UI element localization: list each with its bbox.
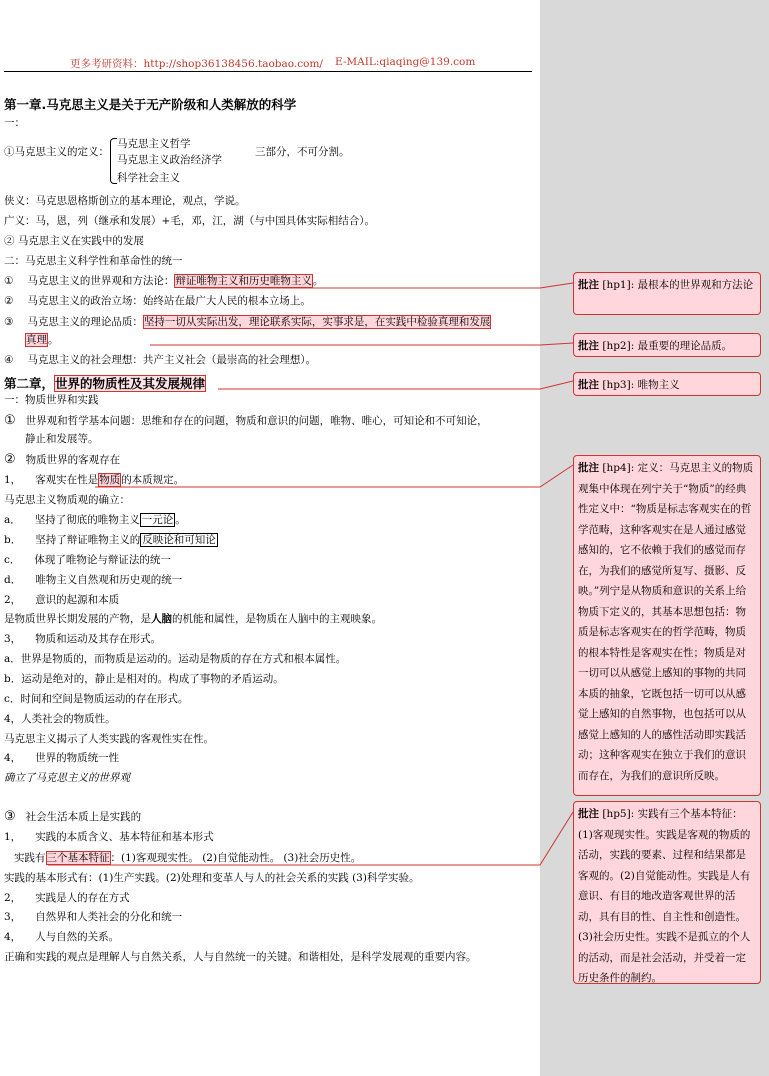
- point-3-cont: 真理。: [26, 334, 59, 346]
- def-item-1: 马克思主义哲学: [117, 138, 191, 150]
- c1-line: ① 世界观和哲学基本问题：思维和存在的问题，物质和意识的问题，唯物、唯心，可知论和不可知论，: [4, 413, 488, 428]
- motion-c: c．时间和空间是物质运动的存在形式。: [4, 693, 189, 705]
- point-1: ① 马克思主义的世界观和方法论：辩证唯物主义和历史唯物主义。: [4, 275, 324, 287]
- def-item-2: 马克思主义政治经济学: [117, 154, 222, 166]
- n4b-line: 4， 世界的物质统一性: [4, 752, 120, 764]
- comment-hp2[interactable]: 批注 [hp2]: 最重要的理论品质。: [573, 333, 761, 357]
- q1-line: 1， 实践的本质含义、基本特征和基本形式: [4, 831, 214, 843]
- n2-desc: 是物质世界长期发展的产物，是人脑的机能和属性，是物质在人脑中的主观映象。: [4, 613, 382, 625]
- item-d: d． 唯物主义自然观和历史观的统一: [4, 574, 183, 586]
- highlight-hp2[interactable]: 坚持一切从实际出发，理论联系实际，实事求是，在实践中检验真理和发展: [143, 316, 491, 328]
- header-url[interactable]: http://shop36138456.taobao.com/: [143, 58, 323, 70]
- narrow-def: 侠义：马克思恩格斯创立的基本理论，观点，学说。: [4, 195, 246, 207]
- motion-b: b．运动是绝对的，静止是相对的。构成了事物的矛盾运动。: [4, 673, 284, 685]
- def-item-3: 科学社会主义: [117, 172, 180, 184]
- italic-line: 确立了马克思主义的世界观: [4, 772, 130, 784]
- comment-hp1[interactable]: 批注 [hp1]: 最根本的世界观和方法论: [573, 272, 761, 315]
- c1-cont: 静止和发展等。: [25, 433, 99, 445]
- def-note: 三部分，不可分割。: [255, 146, 350, 158]
- highlight-hp2-cont[interactable]: 真理: [26, 334, 47, 346]
- item-a: a． 坚持了彻底的唯物主义 一元论 。: [4, 514, 186, 526]
- practice-forms: 实践的基本形式有：(1)生产实践。(2)处理和变革人与人的社会关系的实践 (3)科学实验。: [4, 872, 420, 884]
- box-monism: 一元论: [141, 514, 174, 526]
- c3-line: ③ 社会生活本质上是实践的: [4, 809, 142, 824]
- c2-line: ② 物质世界的客观存在: [4, 452, 121, 467]
- connector-hp2: [150, 343, 573, 345]
- chapter2-title: 第二章，世界的物质性及其发展规律: [4, 376, 206, 391]
- section-s1: 一：物质世界和实践: [4, 394, 99, 406]
- highlight-hp5[interactable]: 三个基本特征: [46, 852, 110, 864]
- n4a-line: 4，人类社会的物质性。: [4, 713, 116, 725]
- broad-def: 广义：马，恩，列（继承和发展）+毛，邓，江，湖（与中国具体实际相结合）。: [4, 215, 376, 227]
- brace: [110, 138, 117, 184]
- header-email[interactable]: E-MAIL:qiaqing@139.com: [335, 56, 476, 68]
- comment-hp3[interactable]: 批注 [hp3]: 唯物主义: [573, 372, 761, 396]
- establish-line: 马克思主义物质观的确立：: [4, 494, 130, 506]
- reveal-line: 马克思主义揭示了人类实践的客观性实在性。: [4, 733, 214, 745]
- comment-hp4[interactable]: 批注 [hp4]: 定义：马克思主义的物质观集中体现在列宁关于“物质”的经典性定义中：“物质是标志客观实在的哲学范畴，这种客观实在是人通过感觉感知的，它不依赖于我们的感觉而存在，为我们的感觉所复写、摄影、反映。”列宁是从物质和意识的关系上给物质下定义的，其基本思想包括：物质是标志客观实在的哲学范畴，物质的根本特性是客观实在性；物质是对一切可以从感觉上感知的事物的共同本质的抽象，它既包括一切可以从感觉上感知的自然事物，也包括可以从感觉上感知的人的感性活动即实践活动；这种客观实在独立于我们的意识而存在，为我们的意识所反映。: [573, 455, 761, 796]
- n1-line: 1， 客观实在性是物质的本质规定。: [4, 474, 185, 486]
- definition-label: ①马克思主义的定义：: [4, 146, 109, 158]
- q3-line: 3， 自然界和人类社会的分化和统一: [4, 911, 183, 923]
- section-er: 二：马克思主义科学性和革命性的统一: [4, 255, 183, 267]
- comment-hp5[interactable]: 批注 [hp5]: 实践有三个基本特征：(1)客观现实性。实践是客观的物质的活动，实践的要素、过程和结果都是客观的。(2)自觉能动性。实践是人有意识、有目的地改造客观世界的活动，具有目的性、自主性和创造性。(3)社会历史性。实践不是孤立的个人的活动，而是社会活动，并受着一定历史条件的制约。: [573, 801, 761, 984]
- final-line: 正确和实践的观点是理解人与自然关系，人与自然统一的关键。和谐相处，是科学发展观的重要内容。: [4, 951, 477, 963]
- item-c: c． 体现了唯物论与辩证法的统一: [4, 554, 171, 566]
- highlight-hp3[interactable]: 世界的物质性及其发展规律: [55, 376, 206, 391]
- point-2: ② 马克思主义的政治立场：始终站在最广大人民的根本立场上。: [4, 295, 311, 307]
- q4-line: 4， 人与自然的关系。: [4, 931, 120, 943]
- highlight-hp1[interactable]: 辩证唯物主义和历史唯物主义: [175, 275, 312, 287]
- item-b: b． 坚持了辩证唯物主义的 反映论和可知论: [4, 534, 216, 546]
- chapter1-title: 第一章.马克思主义是关于无产阶级和人类解放的科学: [4, 97, 297, 112]
- header-label: 更多考研资料：http://shop36138456.taobao.com/: [70, 58, 323, 70]
- connector-hp3: [218, 381, 573, 389]
- point-3: ③ 马克思主义的理论品质：坚持一切从实际出发，理论联系实际，实事求是，在实践中检验真理和发展: [4, 316, 491, 328]
- dev-line: ② 马克思主义在实践中的发展: [4, 235, 144, 247]
- header-rule: [4, 71, 532, 72]
- n2-line: 2， 意识的起源和本质: [4, 594, 120, 606]
- q2-line: 2， 实践是人的存在方式: [4, 892, 130, 904]
- section-yi: 一：: [4, 117, 25, 129]
- highlight-hp4[interactable]: 物质: [99, 474, 121, 486]
- point-4: ④ 马克思主义的社会理想：共产主义社会（最崇高的社会理想）。: [4, 354, 317, 366]
- n3-line: 3， 物质和运动及其存在形式。: [4, 633, 162, 645]
- motion-a: a．世界是物质的，而物质是运动的。运动是物质的存在方式和根本属性。: [4, 653, 347, 665]
- practice-features: 实践有三个基本特征：(1)客观现实性。 (2)自觉能动性。 (3)社会历史性。: [14, 852, 362, 864]
- box-reflection: 反映论和可知论: [142, 534, 216, 546]
